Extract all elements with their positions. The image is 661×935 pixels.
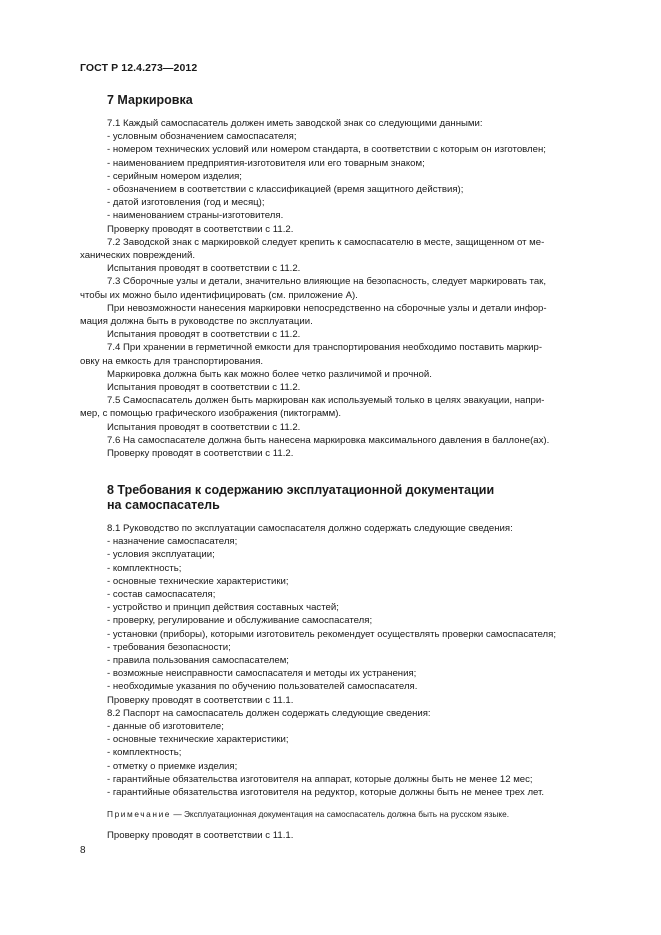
text-line: - основные технические характеристики; (107, 734, 289, 746)
text-line: - состав самоспасателя; (107, 589, 216, 601)
text-line: - требования безопасности; (107, 641, 231, 653)
text-line: - условным обозначением самоспасателя; (107, 131, 297, 143)
section-8-body (107, 522, 615, 799)
text-line: 7.3 Сборочные узлы и детали, значительно влияющие на безопасность, следует маркировать так, (107, 276, 547, 288)
page-number: 8 (80, 845, 86, 856)
section-7-body (80, 117, 615, 460)
text-line: ханических повреждений. (80, 250, 196, 262)
text-line: - серийным номером изделия; (107, 170, 242, 182)
text-line: 7.6 На самоспасателе должна быть нанесена маркировка максимального давления в баллоне(ах). (107, 434, 550, 446)
text-line: мер, с помощью графического изображения (пиктограмм). (80, 408, 342, 420)
text-line: - наименованием страны-изготовителя. (107, 210, 284, 222)
text-line: Маркировка должна быть как можно более четко различимой и прочной. (107, 368, 432, 380)
section-8-title (107, 483, 494, 513)
text-line: - гарантийные обязательства изготовителя на редуктор, которые должны быть не менее трех лет. (107, 787, 545, 799)
text-line: - наименованием предприятия-изготовителя или его товарным знаком; (107, 157, 425, 169)
text-line: 8.1 Руководство по эксплуатации самоспасателя должно содержать следующие сведения: (107, 523, 513, 534)
text-line: При невозможности нанесения маркировки непосредственно на сборочные узлы и детали инфор- (107, 302, 547, 314)
note-text: — Эксплуатационная документация на самоспасатель должна быть на русском языке. (171, 809, 509, 819)
text-line: 7.4 При хранении в герметичной емкости для транспортирования необходимо поставить маркир- (107, 342, 543, 354)
text-line: Испытания проводят в соответствии с 11.2. (107, 382, 301, 394)
section-8-title-line-1: 8 Требования к содержанию эксплуатационной документации (107, 483, 495, 497)
text-line: - датой изготовления (год и месяц); (107, 197, 265, 209)
text-line: - устройство и принцип действия составных частей; (107, 602, 339, 614)
text-line: Проверку проводят в соответствии с 11.2. (107, 448, 294, 460)
text-line: 7.1 Каждый самоспасатель должен иметь заводской знак со следующими данными: (107, 118, 483, 129)
text-line: - возможные неисправности самоспасателя и методы их устранения; (107, 668, 417, 680)
text-line: - комплектность; (107, 747, 182, 759)
section-8-title-line-2: на самоспасатель (107, 498, 220, 512)
text-line: - номером технических условий или номером стандарта, в соответствии с которым он изготовлен; (107, 144, 546, 156)
text-line: - отметку о приемке изделия; (107, 760, 238, 772)
text-line: - обозначением в соответствии с классификацией (время защитного действия); (107, 184, 464, 196)
text-line: - комплектность; (107, 562, 182, 574)
text-line: - данные об изготовителе; (107, 721, 224, 733)
note-label: Примечание (107, 809, 172, 819)
text-line: - гарантийные обязательства изготовителя на аппарат, которые должны быть не менее 12 мес; (107, 773, 533, 785)
text-line: - правила пользования самоспасателем; (107, 655, 289, 667)
text-line: Испытания проводят в соответствии с 11.2. (107, 421, 301, 433)
text-line: мация должна быть в руководстве по эксплуатации. (80, 316, 313, 328)
text-line: Испытания проводят в соответствии с 11.2. (107, 263, 301, 275)
text-line: Проверку проводят в соответствии с 11.1. (107, 694, 294, 706)
text-line: - проверку, регулирование и обслуживание самоспасателя; (107, 615, 373, 627)
text-line: овку на емкость для транспортирования. (80, 355, 264, 367)
document-header: ГОСТ Р 12.4.273—2012 (80, 62, 198, 74)
text-line: - необходимые указания по обучению пользователей самоспасателя. (107, 681, 418, 693)
text-line: Испытания проводят в соответствии с 11.2. (107, 329, 301, 341)
text-line: - условия эксплуатации; (107, 549, 215, 561)
text-line: чтобы их можно было идентифицировать (см. приложение А). (80, 289, 358, 301)
text-line: 7.2 Заводской знак с маркировкой следует крепить к самоспасателю в месте, защищенном от ме- (107, 236, 545, 248)
text-line: Проверку проводят в соответствии с 11.2. (107, 223, 294, 235)
text-line: - назначение самоспасателя; (107, 536, 238, 548)
text-line: - установки (приборы), которыми изготовитель рекомендует осуществлять проверки самоспасателя; (107, 628, 557, 640)
final-check-line: Проверку проводят в соответствии с 11.1. (107, 830, 294, 841)
section-7-title: 7 Маркировка (107, 93, 193, 107)
text-line: 8.2 Паспорт на самоспасатель должен содержать следующие сведения: (107, 707, 431, 719)
text-line: 7.5 Самоспасатель должен быть маркирован как используемый только в целях эвакуации, напри- (107, 395, 545, 407)
text-line: - основные технические характеристики; (107, 575, 289, 587)
note (107, 809, 615, 820)
